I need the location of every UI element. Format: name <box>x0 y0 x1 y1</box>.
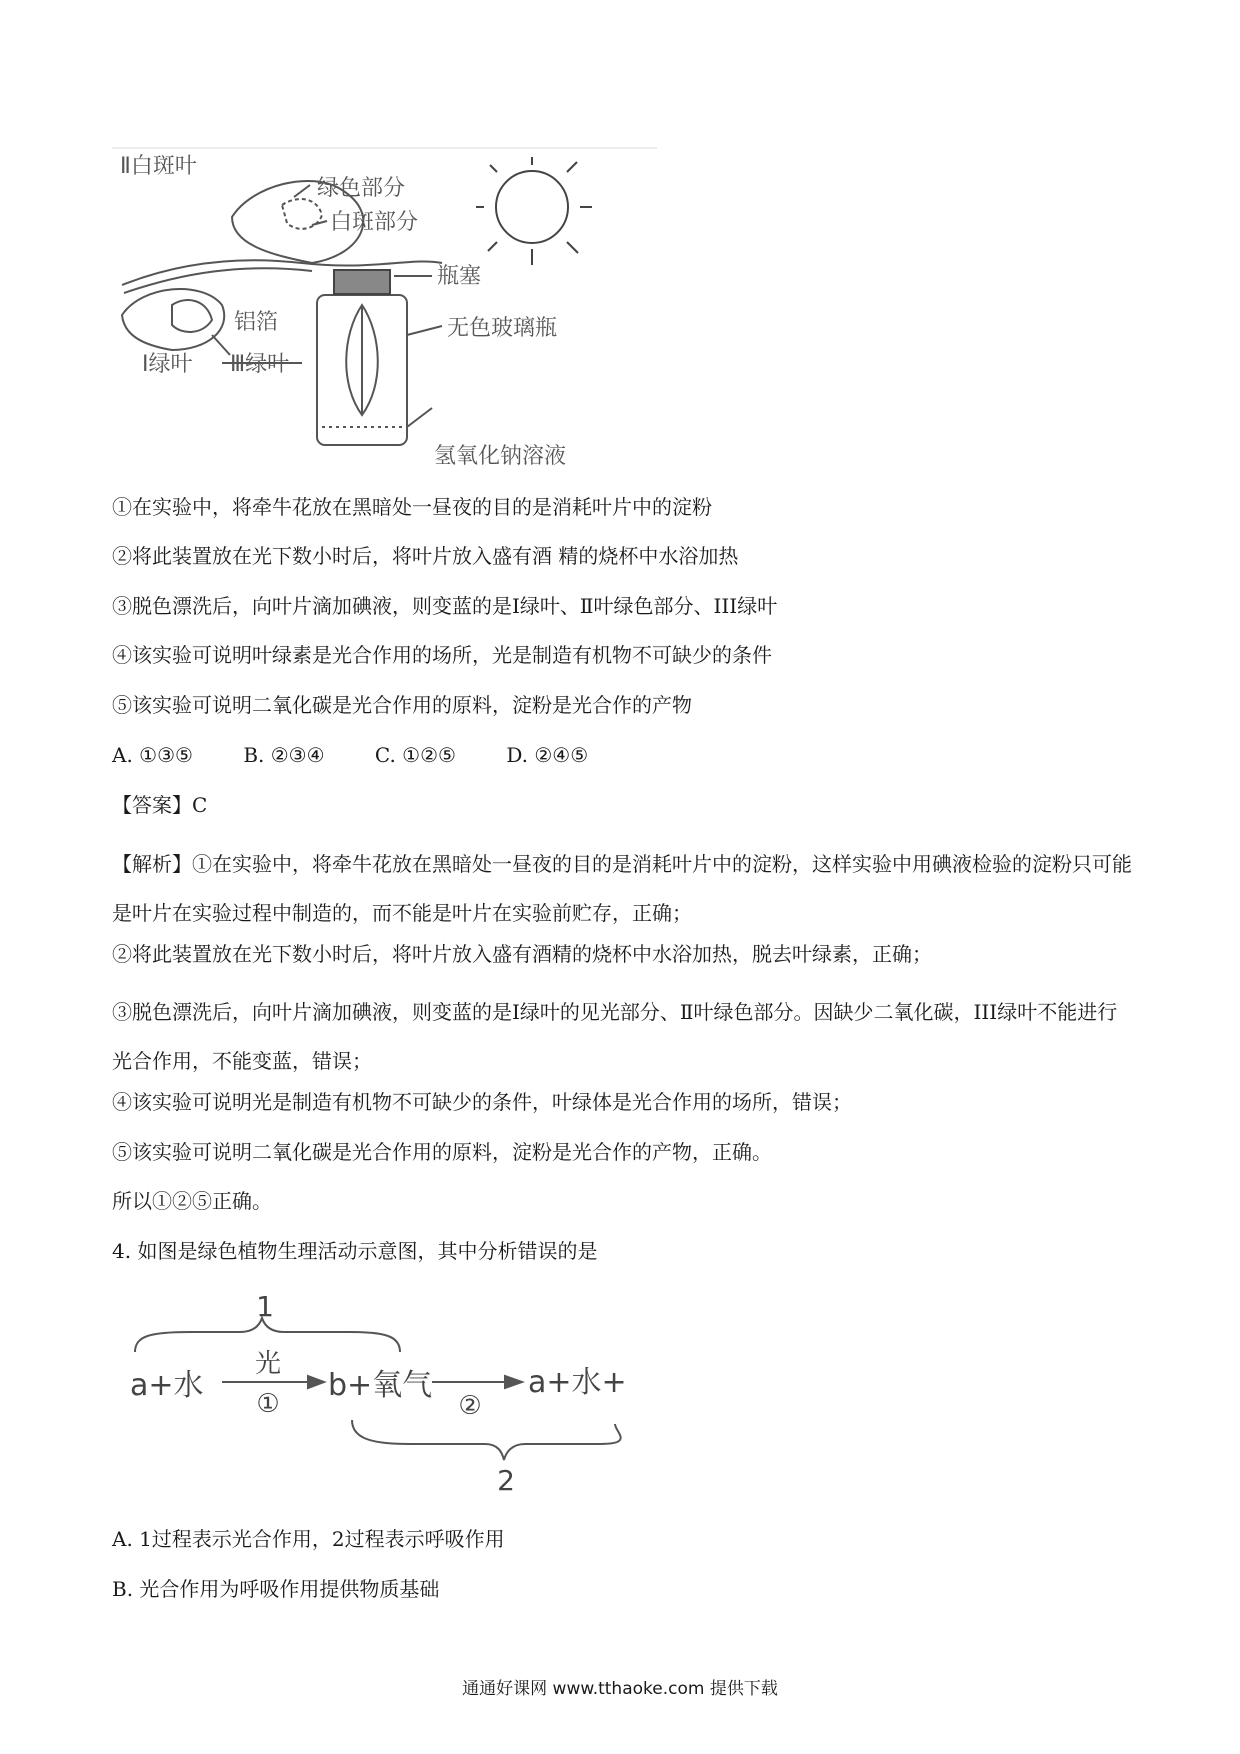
answer-options <box>112 740 632 770</box>
label-white-part: 白斑部分 <box>330 210 419 235</box>
statement-4: ④该实验可说明叶绿素是光合作用的场所，光是制造有机物不可缺少的条件 <box>112 643 772 667</box>
question-4: 4. 如图是绿色植物生理活动示意图，其中分析错误的是 <box>112 1239 598 1263</box>
option-a: A. ①③⑤ <box>112 743 193 767</box>
option-c: C. ①②⑤ <box>374 743 456 767</box>
analysis-paragraph-3: ③脱色漂洗后，向叶片滴加碘液，则变蓝的是Ⅰ绿叶的见光部分、Ⅱ叶绿色部分。因缺少二氧化碳，III绿叶不能进行光合作用，不能变蓝，错误； <box>112 1000 1118 1073</box>
statement-5: ⑤该实验可说明二氧化碳是光合作用的原料，淀粉是光合作的产物 <box>112 693 692 717</box>
experiment-figure <box>112 145 662 475</box>
analysis-paragraph-1: 【解析】①在实验中，将牵牛花放在黑暗处一昼夜的目的是消耗叶片中的淀粉，这样实验中用碘液检验的淀粉只可能是叶片在实验过程中制造的，而不能是叶片在实验前贮存，正确； <box>112 852 1132 925</box>
statement-2: ②将此装置放在光下数小时后，将叶片放入盛有酒 精的烧杯中水浴加热 <box>112 544 739 568</box>
brace-top-label: 1 <box>256 1292 274 1323</box>
brace-process-1 <box>135 1318 400 1352</box>
brace-bottom-label: 2 <box>497 1464 515 1497</box>
arrow1-top-label: 光 <box>254 1349 282 1379</box>
green-leaf-one <box>122 289 224 350</box>
bottle-cork <box>334 270 390 294</box>
right-term: a+水+ <box>528 1365 627 1400</box>
middle-term: b+氧气 <box>328 1368 433 1403</box>
analysis-paragraph-5: ⑤该实验可说明二氧化碳是光合作用的原料，淀粉是光合作的产物，正确。 <box>112 1140 772 1164</box>
label-leaf-three: Ⅲ绿叶 <box>230 352 290 377</box>
q4-option-b: B. 光合作用为呼吸作用提供物质基础 <box>112 1577 440 1601</box>
answer: 【答案】C <box>112 793 208 817</box>
process-diagram <box>130 1292 630 1497</box>
analysis-conclusion: 所以①②⑤正确。 <box>112 1189 272 1213</box>
arrow2-bottom-label: ② <box>458 1391 482 1421</box>
sun-icon <box>476 157 592 265</box>
page-footer: 通通好课网 www.tthaoke.com 提供下载 <box>462 1679 778 1699</box>
label-green-part: 绿色部分 <box>317 176 406 201</box>
brace-process-2 <box>352 1420 621 1460</box>
option-b: B. ②③④ <box>243 743 325 767</box>
label-leaf-two: Ⅱ白斑叶 <box>120 154 197 179</box>
label-leaf-one: Ⅰ绿叶 <box>142 352 193 377</box>
arrow1-bottom-label: ① <box>256 1389 280 1419</box>
statement-3: ③脱色漂洗后，向叶片滴加碘液，则变蓝的是Ⅰ绿叶、Ⅱ叶绿色部分、III绿叶 <box>112 594 778 618</box>
analysis-paragraph-2: ②将此装置放在光下数小时后，将叶片放入盛有酒精的烧杯中水浴加热，脱去叶绿素，正确； <box>112 942 932 966</box>
label-foil: 铝箔 <box>234 310 279 335</box>
label-naoh-solution: 氢氧化钠溶液 <box>434 444 567 469</box>
analysis-paragraph-4: ④该实验可说明光是制造有机物不可缺少的条件，叶绿体是光合作用的场所，错误； <box>112 1090 852 1114</box>
left-term: a+水 <box>130 1368 204 1403</box>
option-d: D. ②④⑤ <box>506 743 589 767</box>
statement-1: ①在实验中，将牵牛花放在黑暗处一昼夜的目的是消耗叶片中的淀粉 <box>112 495 712 519</box>
label-glass-bottle: 无色玻璃瓶 <box>447 316 558 341</box>
q4-option-a: A. 1过程表示光合作用，2过程表示呼吸作用 <box>112 1527 505 1551</box>
label-cork: 瓶塞 <box>437 264 482 289</box>
